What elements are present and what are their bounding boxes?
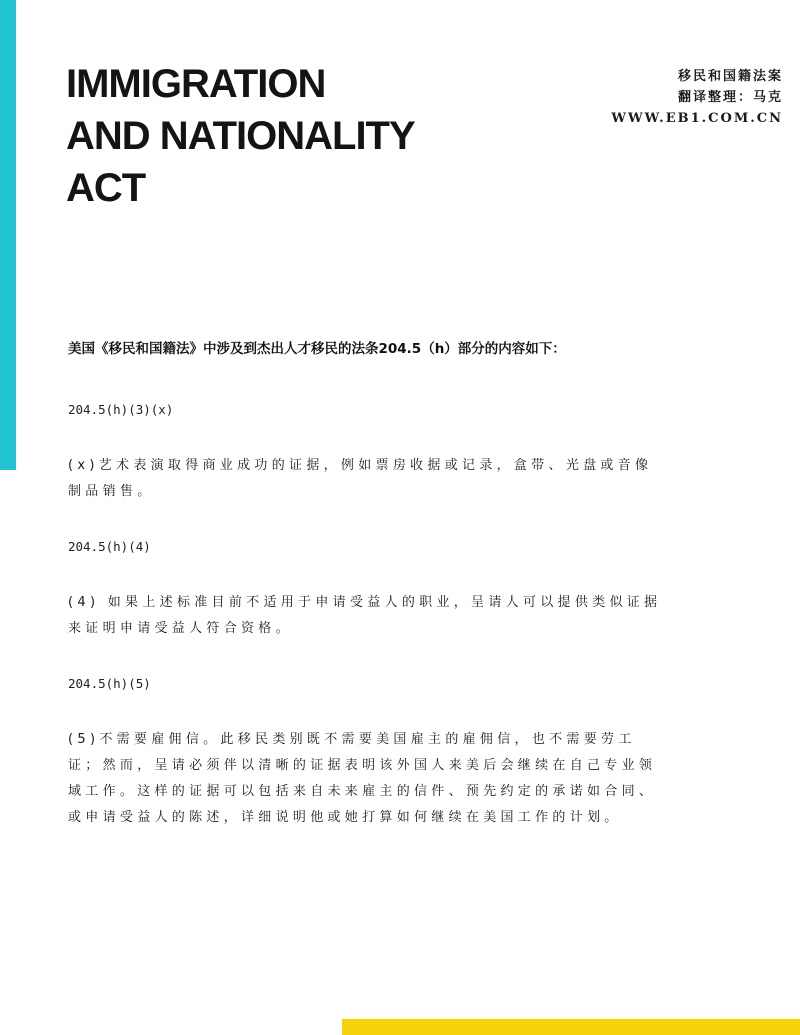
section-code-3: 204.5(h)(5) xyxy=(68,676,151,691)
section-text-1: (x)艺术表演取得商业成功的证据，例如票房收据或记录，盒带、光盘或音像制品销售。 xyxy=(68,458,653,499)
left-accent-bar xyxy=(0,0,16,470)
title-line-2: AND NATIONALITY xyxy=(66,114,415,158)
section-text-3: (5)不需要雇佣信。此移民类别既不需要美国雇主的雇佣信，也不需要劳工证；然而，呈请必须伴以清晰的证据表明该外国人来美后会继续在自己专业领域工作。这样的证据可以包括来自未来雇主的信件、预先约定的承诺如合同、或申请受益人的陈述，详细说明他或她打算如何继续在美国工作的计划。 xyxy=(68,732,657,825)
intro-paragraph: 美国《移民和国籍法》中涉及到杰出人才移民的法条204.5（h）部分的内容如下： xyxy=(68,341,566,357)
section-code-1: 204.5(h)(3)(x) xyxy=(68,402,174,417)
header-meta xyxy=(611,66,783,129)
title-line-1: IMMIGRATION xyxy=(66,62,326,106)
header-website: WWW.EB1.COM.CN xyxy=(611,111,783,126)
header-subtitle: 移民和国籍法案 xyxy=(677,69,783,84)
document-title xyxy=(66,58,415,214)
document-body xyxy=(68,338,688,863)
title-line-3: ACT xyxy=(66,166,146,210)
header-translator: 翻译整理：马克 xyxy=(677,90,783,105)
section-code-2: 204.5(h)(4) xyxy=(68,539,151,554)
bottom-accent-bar xyxy=(342,1019,800,1035)
section-text-2: (4) 如果上述标准目前不适用于申请受益人的职业，呈请人可以提供类似证据来证明申请受益人符合资格。 xyxy=(68,595,662,636)
